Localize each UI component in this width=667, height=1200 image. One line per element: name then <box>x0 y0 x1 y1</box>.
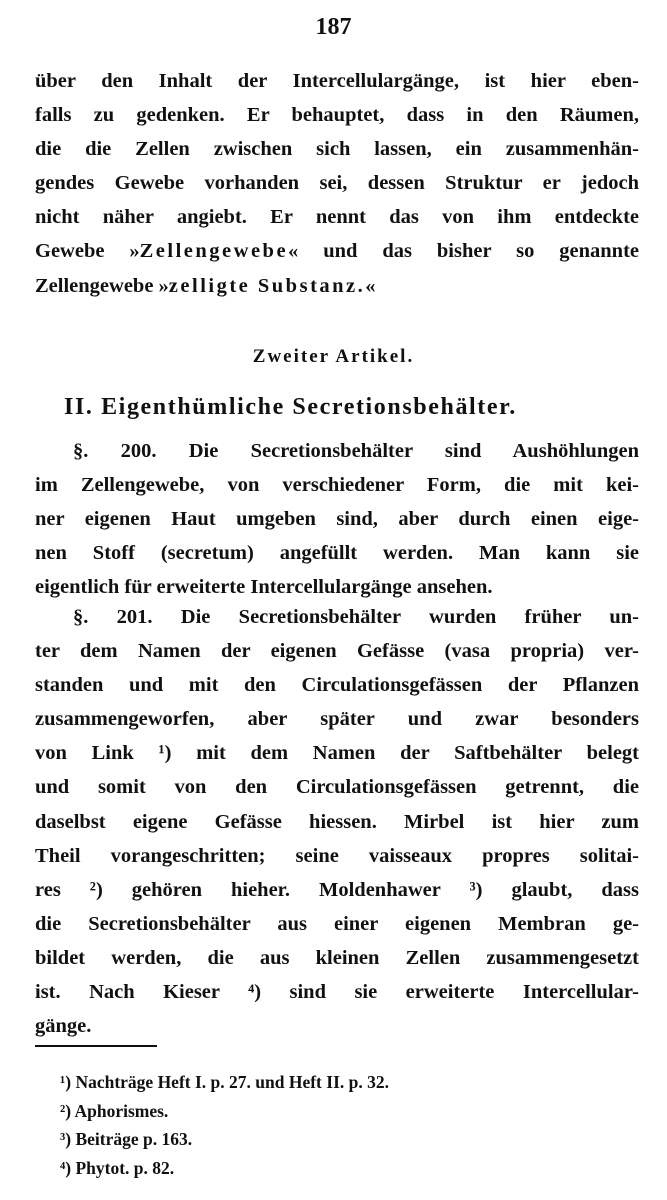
intro-paragraph <box>35 64 639 303</box>
footnote-1: ¹) Nachträge Heft I. p. 27. und Heft II. p. 32. <box>60 1072 389 1092</box>
text-line: bildet werden, die aus kleinen Zellen zusammengesetzt <box>35 946 639 969</box>
paragraph-201 <box>35 600 639 1043</box>
text-line: daselbst eigene Gefässe hiessen. Mirbel ist hier zum <box>35 810 639 833</box>
text-line: nicht näher angiebt. Er nennt das von ihm entdeckte <box>35 206 639 229</box>
text-line: ter dem Namen der eigenen Gefässe (vasa propria) ver- <box>35 640 639 663</box>
footnote-3: ³) Beiträge p. 163. <box>60 1129 193 1149</box>
text-line: über den Inhalt der Intercellulargänge, ist hier eben- <box>35 70 639 92</box>
text-segment: Gewebe » <box>35 240 140 263</box>
text-line: die die Zellen zwischen sich lassen, ein zusammenhän- <box>35 138 639 161</box>
footnote-divider <box>35 1045 157 1047</box>
footnotes <box>60 1068 620 1182</box>
text-line <box>35 269 639 303</box>
footnote-2: ²) Aphorismes. <box>60 1100 169 1121</box>
text-line: gänge. <box>35 1015 92 1038</box>
text-line: falls zu gedenken. Er behauptet, dass in den Räumen, <box>35 104 639 127</box>
text-line: eigentlich für erweiterte Intercellulargänge ansehen. <box>35 576 493 599</box>
text-segment: « <box>365 274 376 297</box>
footnote-4: ⁴) Phytot. p. 82. <box>60 1157 175 1178</box>
page-number: 187 <box>315 14 352 40</box>
text-line: von Link ¹) mit dem Namen der Saftbehälter belegt <box>35 742 639 765</box>
text-line: ist. Nach Kieser ⁴) sind sie erweiterte Intercellular- <box>35 981 639 1004</box>
text-line: und somit von den Circulationsgefässen getrennt, die <box>35 776 639 799</box>
spaced-term: zelligte Substanz. <box>168 274 366 297</box>
text-line: standen und mit den Circulationsgefässen der Pflanzen <box>35 674 639 697</box>
text-line: res ²) gehören hieher. Moldenhawer ³) glaubt, dass <box>35 878 639 901</box>
text-line: zusammengeworfen, aber später und zwar besonders <box>35 708 639 731</box>
text-line: Theil vorangeschritten; seine vaisseaux propres solitai- <box>35 844 639 867</box>
text-line: nen Stoff (secretum) angefüllt werden. Man kann sie <box>35 542 639 565</box>
text-line: die Secretionsbehälter aus einer eigenen Membran ge- <box>35 912 639 935</box>
text-line: gendes Gewebe vorhanden sei, dessen Struktur er jedoch <box>35 172 639 195</box>
text-line: ner eigenen Haut umgeben sind, aber durch einen eige- <box>35 508 639 531</box>
text-segment: Zellengewebe » <box>35 274 169 297</box>
text-line: §. 200. Die Secretionsbehälter sind Aushöhlungen <box>73 440 639 462</box>
text-line: §. 201. Die Secretionsbehälter wurden früher un- <box>73 606 639 628</box>
section-heading: II. Eigenthümliche Secretionsbehälter. <box>64 394 517 420</box>
text-line: im Zellengewebe, von verschiedener Form, die mit kei- <box>35 474 639 497</box>
text-line <box>35 234 639 268</box>
spaced-term: Zellengewebe <box>139 240 289 263</box>
article-heading: Zweiter Artikel. <box>252 346 415 367</box>
paragraph-200 <box>35 434 639 604</box>
text-segment: « und das bisher so genannte <box>288 240 639 263</box>
